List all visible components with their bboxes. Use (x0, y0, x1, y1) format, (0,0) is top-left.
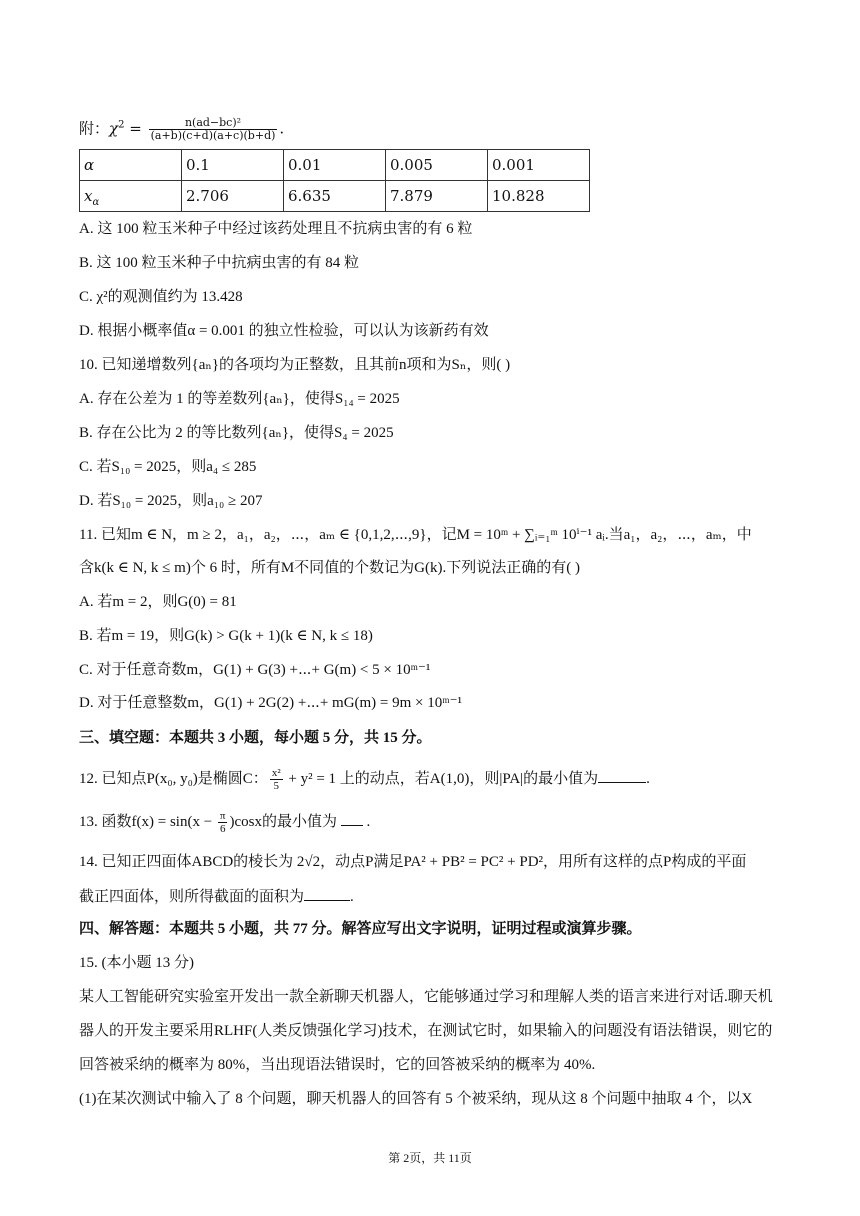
q13-before: 13. 函数f(x) = sin(x − (79, 813, 216, 830)
q10-option-b: B. 存在公比为 2 的等比数列{aₙ}，使得S₄ = 2025 (79, 425, 394, 441)
formula-denominator: (a+b)(c+d)(a+c)(b+d) (150, 129, 276, 142)
formula-chi: χ (109, 119, 119, 138)
critical-value-table (79, 149, 590, 212)
q13-after: )cosx的最小值为 (229, 813, 337, 830)
table-cell: 7.879 (386, 181, 488, 212)
q15-line: 某人工智能研究实验室开发出一款全新聊天机器人，它能够通过学习和理解人类的语言来进行对话.聊天机 (79, 989, 773, 1005)
q12-answer-blank[interactable] (598, 768, 646, 783)
table-cell: 2.706 (182, 181, 284, 212)
formula-numerator: n(ad−bc)² (149, 117, 278, 130)
table-cell: 6.635 (284, 181, 386, 212)
q14-answer-blank[interactable] (304, 886, 350, 901)
q11-option-a: A. 若m = 2，则G(0) = 81 (79, 594, 237, 610)
formula-prefix: 附： (79, 119, 110, 138)
chi-square-formula: 附：$\chi^2$ = $\frac{\text{n(ad−bc)²}}{(a+b)(c+d)(a+c)(b+d)}$ . (79, 116, 285, 142)
table-row-label-alpha: α (80, 150, 182, 181)
q9-option-d: D. 根据小概率值α = 0.001 的独立性检验，可以认为该新药有效 (79, 323, 489, 339)
q15-line: (1)在某次测试中输入了 8 个问题，聊天机器人的回答有 5 个被采纳，现从这 8 个问题中抽取 4 个，以X (79, 1091, 753, 1107)
q15-header: 15. (本小题 13 分) (79, 955, 194, 971)
table-row (80, 150, 590, 181)
q14-line1: 14. 已知正四面体ABCD的棱长为 2√2，动点P满足PA² + PB² = PC² + PD²，用所有这样的点P构成的平面 (79, 854, 747, 870)
table-cell: 0.01 (284, 150, 386, 181)
page-footer: 第 2页，共 11页 (388, 1151, 472, 1165)
table-cell: 0.005 (386, 150, 488, 181)
q10-stem: 10. 已知递增数列{aₙ}的各项均为正整数，且其前n项和为Sₙ，则( ) (79, 357, 511, 373)
q10-option-a: A. 存在公差为 1 的等差数列{aₙ}，使得S₁₄ = 2025 (79, 391, 400, 407)
section-heading-fill-in: 三、填空题：本题共 3 小题，每小题 5 分，共 15 分。 (79, 730, 432, 746)
q12: 12. 已知点P(x₀, y₀)是椭圆C： $\frac{\text{x²}}{5}$ + y² = 1 上的动点，若A(1,0)，则|PA|的最小值为 . (79, 767, 650, 792)
q11-option-c: C. 对于任意奇数m，G(1) + G(3) +⋯+ G(m) < 5 × 10ᵐ⁻¹ (79, 662, 431, 678)
q14-line2: 截正四面体，则所得截面的面积为 . (79, 886, 354, 907)
q11-stem-line2: 含k(k ∈ N, k ≤ m)个 6 时，所有M不同值的个数记为G(k).下列说法正确的有( ) (79, 560, 580, 576)
q13: 13. 函数f(x) = sin(x − $\frac{\pi}{6}$ )cosx的最小值为 . (79, 810, 371, 835)
q9-option-c: C. χ²的观测值约为 13.428 (79, 289, 243, 305)
q12-before: 12. 已知点P(x₀, y₀)是椭圆C： (79, 770, 268, 787)
q9-option-a: A. 这 100 粒玉米种子中经过该药处理且不抗病虫害的有 6 粒 (79, 221, 473, 237)
formula-fraction (149, 117, 278, 142)
q12-fraction: $\frac{\text{x²}}{5}$ (271, 767, 281, 792)
table-cell: 10.828 (488, 181, 590, 212)
table-cell: 0.1 (182, 150, 284, 181)
q11-option-d: D. 对于任意整数m，G(1) + 2G(2) +⋯+ mG(m) = 9m × 10ᵐ⁻¹ (79, 695, 463, 711)
formula-end: . (279, 119, 285, 138)
table-row (80, 181, 590, 212)
q11-stem-line1: 11. 已知m ∈ N，m ≥ 2，a₁，a₂，⋯，aₘ ∈ {0,1,2,⋯,9}，记M = 10ᵐ + ∑ᵢ₌₁ᵐ 10ⁱ⁻¹ aᵢ.当a₁，a₂，⋯，aₘ，中 (79, 527, 752, 543)
q15-line: 回答被采纳的概率为 80%，当出现语法错误时，它的回答被采纳的概率为 40%. (79, 1057, 596, 1073)
q13-fraction: $\frac{\pi}{6}$ (219, 810, 226, 835)
table-cell: 0.001 (488, 150, 590, 181)
q11-option-b: B. 若m = 19，则G(k) > G(k + 1)(k ∈ N, k ≤ 18) (79, 628, 373, 644)
q12-after: + y² = 1 上的动点，若A(1,0)，则|PA|的最小值为 (284, 770, 599, 787)
q10-option-d: D. 若S₁₀ = 2025，则a₁₀ ≥ 207 (79, 493, 263, 509)
formula-eq: = (124, 119, 147, 138)
q13-answer-blank[interactable] (341, 811, 363, 826)
q10-option-c: C. 若S₁₀ = 2025，则a₄ ≤ 285 (79, 459, 257, 475)
q9-option-b: B. 这 100 粒玉米种子中抗病虫害的有 84 粒 (79, 255, 360, 271)
table-row-label-x-alpha: $x_\alpha$ (80, 181, 182, 212)
section-heading-solutions: 四、解答题：本题共 5 小题，共 77 分。解答应写出文字说明，证明过程或演算步骤。 (79, 921, 642, 937)
q15-line: 器人的开发主要采用RLHF(人类反馈强化学习)技术，在测试它时，如果输入的问题没有语法错误，则它的 (79, 1023, 773, 1039)
